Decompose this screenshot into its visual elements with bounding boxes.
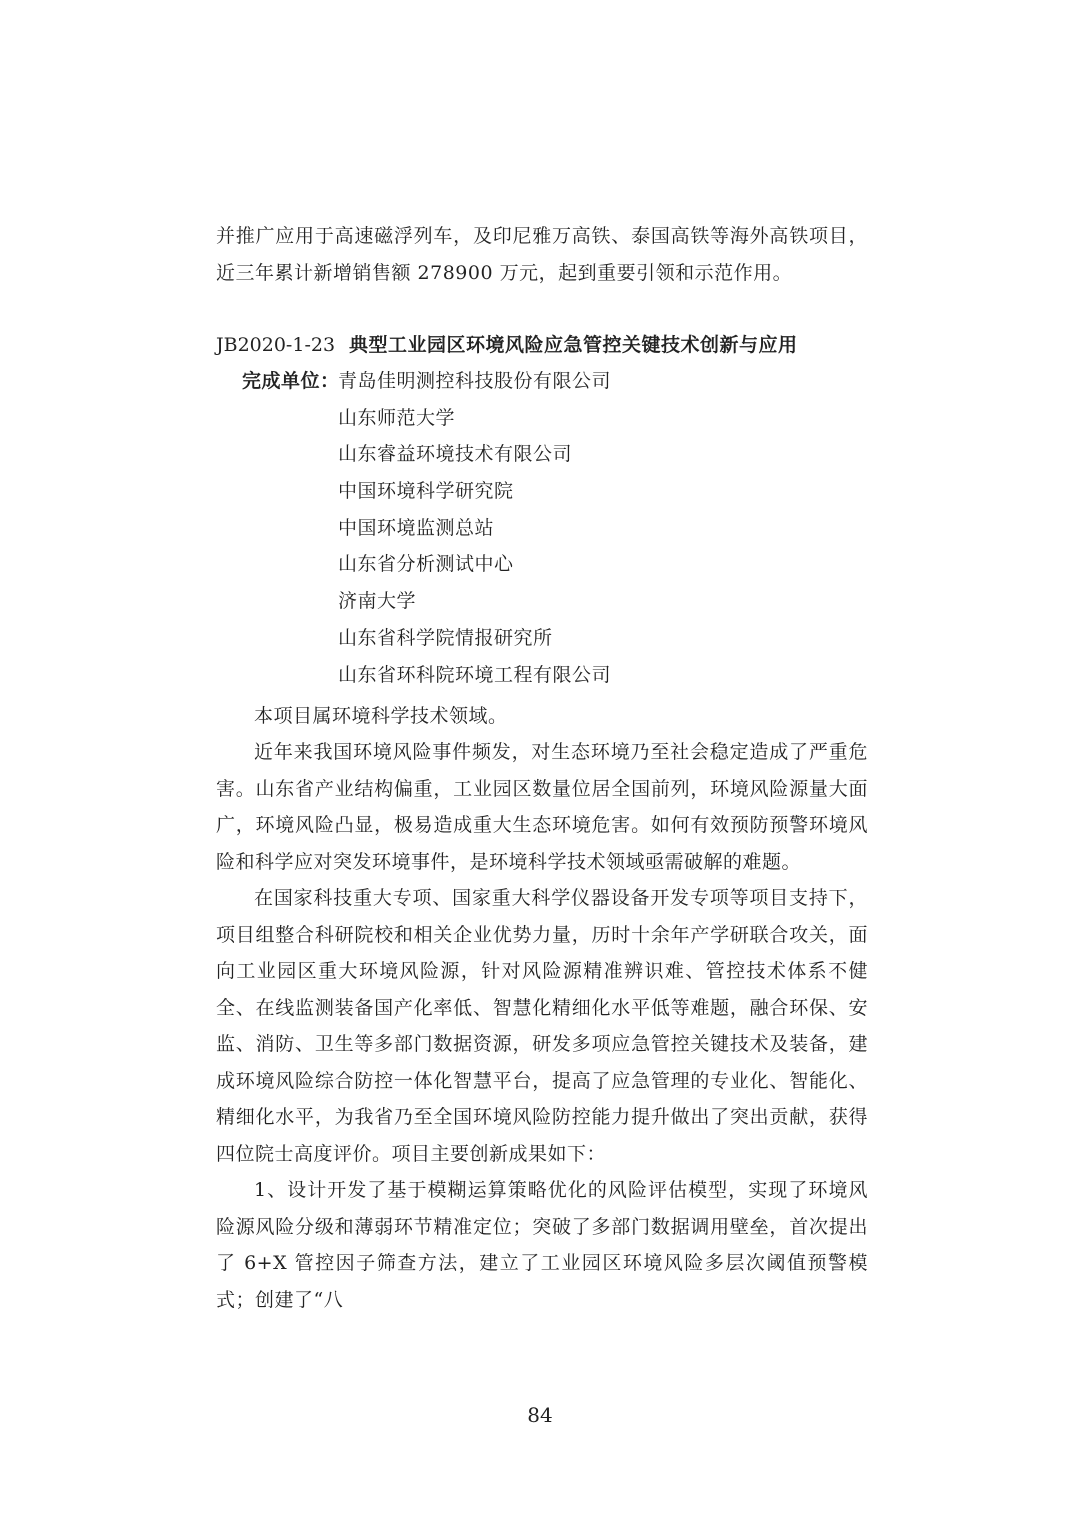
unit-item: 山东师范大学	[338, 406, 456, 429]
page-number: 84	[527, 1403, 553, 1427]
body-paragraph-innovation-1: 1、设计开发了基于模糊运算策略优化的风险评估模型，实现了环境风险源风险分级和薄弱环节精准定位；突破了多部门数据调用壁垒，首次提出了 6+X 管控因子筛查方法，建立了工业园区环境风险多层次阈值预警模式；创建了“八	[216, 1179, 868, 1311]
unit-item: 山东睿益环境技术有限公司	[338, 443, 573, 466]
unit-item: 青岛佳明测控科技股份有限公司	[338, 370, 612, 392]
unit-item: 济南大学	[338, 590, 417, 613]
field-statement: 本项目属环境科学技术领域。	[254, 705, 508, 727]
unit-item: 中国环境科学研究院	[338, 480, 514, 503]
project-code: JB2020-1-23	[216, 334, 336, 356]
unit-item: 山东省科学院情报研究所	[338, 626, 553, 649]
project-title: 典型工业园区环境风险应急管控关键技术创新与应用	[349, 334, 798, 356]
completion-units-list	[338, 368, 611, 698]
unit-item: 中国环境监测总站	[338, 516, 495, 539]
unit-item: 山东省分析测试中心	[338, 553, 514, 576]
intro-paragraph: 并推广应用于高速磁浮列车，及印尼雅万高铁、泰国高铁等海外高铁项目，近三年累计新增销售额 278900 万元，起到重要引领和示范作用。	[216, 225, 868, 284]
unit-item: 山东省环科院环境工程有限公司	[338, 663, 612, 686]
completion-units-label: 完成单位：	[242, 370, 340, 392]
body-paragraph-background: 近年来我国环境风险事件频发，对生态环境乃至社会稳定造成了严重危害。山东省产业结构偏重，工业园区数量位居全国前列，环境风险源量大面广，环境风险凸显，极易造成重大生态环境危害。如何有效预防预警环境风险和科学应对突发环境事件，是环境科学技术领域亟需破解的难题。	[216, 741, 868, 873]
project-heading	[216, 332, 876, 358]
body-paragraph-project-summary: 在国家科技重大专项、国家重大科学仪器设备开发专项等项目支持下，项目组整合科研院校和相关企业优势力量，历时十余年产学研联合攻关，面向工业园区重大环境风险源，针对风险源精准辨识难、管控技术体系不健全、在线监测装备国产化率低、智慧化精细化水平低等难题，融合环保、安监、消防、卫生等多部门数据资源，研发多项应急管控关键技术及装备，建成环境风险综合防控一体化智慧平台，提高了应急管理的专业化、智能化、精细化水平，为我省乃至全国环境风险防控能力提升做出了突出贡献，获得四位院士高度评价。项目主要创新成果如下：	[216, 887, 868, 1165]
